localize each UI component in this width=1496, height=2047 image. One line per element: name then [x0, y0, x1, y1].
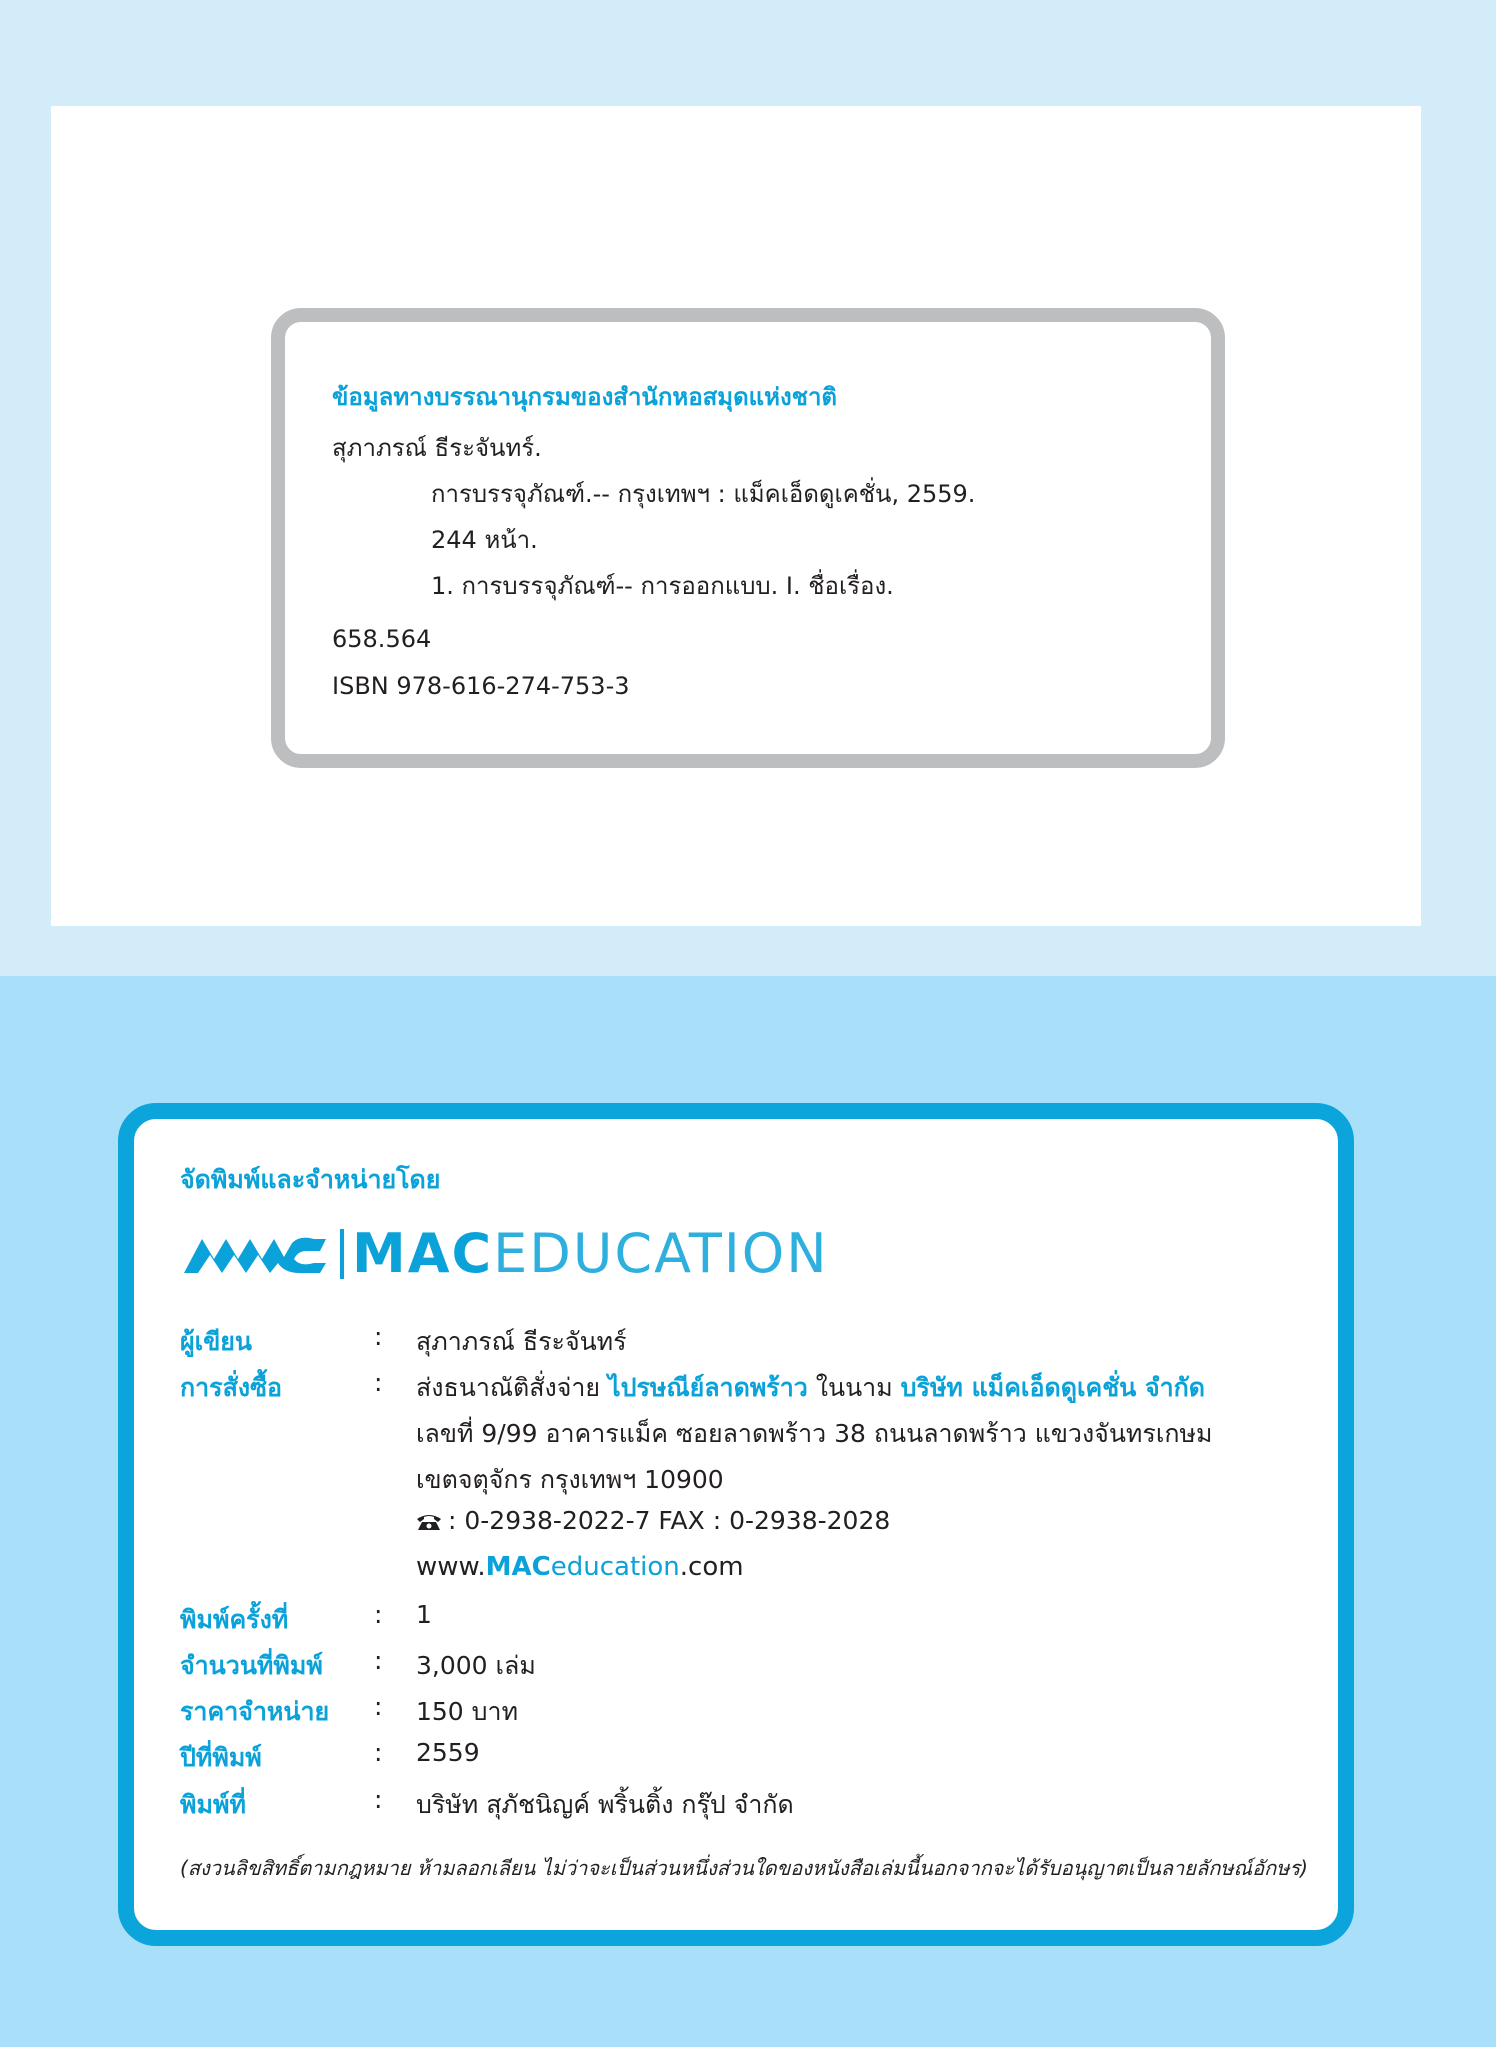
cip-author: สุภาภรณ์ ธีระจันทร์. [332, 434, 542, 462]
copies-value: 3,000 เล่ม [416, 1651, 536, 1680]
phone-fax-numbers: : 0-2938-2022-7 FAX : 0-2938-2028 [448, 1506, 891, 1535]
web-brand: MAC [485, 1552, 551, 1582]
edition-colon: : [374, 1600, 383, 1629]
web-suffix: .com [679, 1552, 744, 1582]
mac-education-logo [180, 1222, 829, 1286]
printer-colon: : [374, 1785, 383, 1814]
address-line-1: เลขที่ 9/99 อาคารแม็ค ซอยลาดพร้าว 38 ถนนลาดพร้าว แขวงจันทรเกษม [416, 1419, 1213, 1448]
price-colon: : [374, 1692, 383, 1721]
year-label: ปีที่พิมพ์ [180, 1743, 262, 1772]
mac-logo-mark-icon [180, 1229, 330, 1279]
copies-label: จำนวนที่พิมพ์ [180, 1651, 323, 1680]
cip-classification: 658.564 [332, 625, 432, 653]
edition-value: 1 [416, 1600, 432, 1629]
author-label: ผู้เขียน [180, 1327, 253, 1356]
website-link[interactable] [416, 1552, 744, 1582]
cip-title: ข้อมูลทางบรรณานุกรมของสำนักหอสมุดแห่งชาติ [332, 383, 838, 411]
cip-entry: การบรรจุภัณฑ์.-- กรุงเทพฯ : แม็คเอ็ดดูเคชั่น, 2559. [431, 480, 976, 508]
logo-wordmark-light: EDUCATION [493, 1222, 829, 1285]
year-colon: : [374, 1738, 383, 1767]
logo-wordmark-bold: MAC [352, 1222, 494, 1285]
phone-line [416, 1506, 890, 1535]
order-label: การสั่งซื้อ [180, 1373, 283, 1402]
printer-value: บริษัท สุภัชนิญค์ พริ้นติ้ง กรุ๊ป จำกัด [416, 1790, 794, 1819]
order-company: บริษัท แม็คเอ็ดดูเคชั่น จำกัด [900, 1373, 1206, 1402]
printer-label: พิมพ์ที่ [180, 1790, 246, 1819]
order-value [416, 1368, 1205, 1408]
cip-isbn: ISBN 978-616-274-753-3 [332, 672, 630, 700]
order-middle: ในนาม [815, 1373, 893, 1402]
order-colon: : [374, 1368, 383, 1397]
web-prefix: www. [416, 1552, 486, 1582]
logo-divider [340, 1229, 344, 1279]
author-value: สุภาภรณ์ ธีระจันทร์ [416, 1327, 627, 1356]
cip-subject: 1. การบรรจุภัณฑ์-- การออกแบบ. I. ชื่อเรื่อง. [431, 572, 894, 600]
price-value: 150 บาท [416, 1697, 519, 1726]
author-colon: : [374, 1322, 383, 1351]
logo-wordmark [352, 1222, 829, 1285]
cip-pages: 244 หน้า. [431, 526, 538, 554]
copyright-note: (สงวนลิขสิทธิ์ตามกฎหมาย ห้ามลอกเลียน ไม่ว่าจะเป็นส่วนหนึ่งส่วนใดของหนังสือเล่มนี้นอกจากจะได้รับอนุญาตเป็นลายลักษณ์อักษร) [180, 1856, 1308, 1880]
telephone-icon [416, 1513, 442, 1531]
order-prefix: ส่งธนาณัติสั่งจ่าย [416, 1373, 601, 1402]
web-edu: education [550, 1552, 680, 1582]
edition-label: พิมพ์ครั้งที่ [180, 1605, 289, 1634]
copies-colon: : [374, 1646, 383, 1675]
publisher-heading: จัดพิมพ์และจำหน่ายโดย [180, 1165, 441, 1194]
order-post-office: ไปรษณีย์ลาดพร้าว [608, 1373, 808, 1402]
year-value: 2559 [416, 1738, 480, 1767]
price-label: ราคาจำหน่าย [180, 1697, 330, 1726]
address-line-2: เขตจตุจักร กรุงเทพฯ 10900 [416, 1465, 724, 1494]
